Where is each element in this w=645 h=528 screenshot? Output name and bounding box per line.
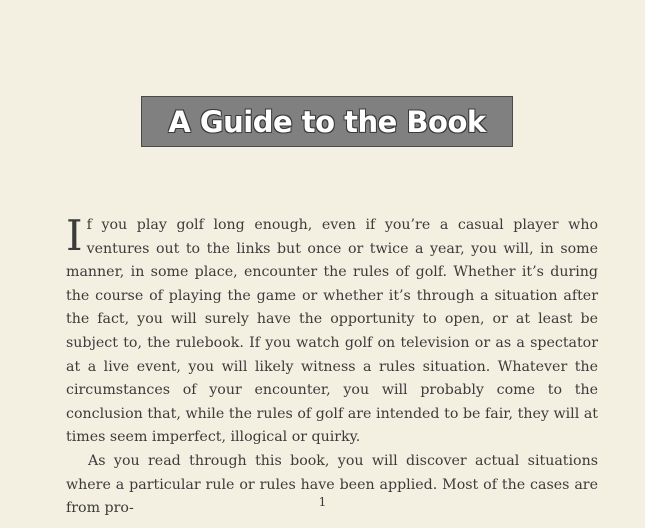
page-number: 1 xyxy=(318,495,327,509)
chapter-title-banner xyxy=(141,96,513,147)
chapter-title: A Guide to the Book xyxy=(168,104,486,139)
paragraph-1-text: f you play golf long enough, even if you’re a casual player who ventures out to the links but once or twice a year, you will, in some manner, in some place, encounter the rules of golf. Whether it’s during the course of playing the game or whether it’s through a situation after the fact, you will surely have the opportunity to open, or at least be subject to, the rulebook. If you watch golf on television or as a spectator at a live event, you will likely witness a rules situation. Whatever the circumstances of your encounter, you will probably come to the conclusion that, while the rules of golf are intended to be fair, they will at times seem imperfect, illogical or quirky. xyxy=(66,217,598,446)
drop-cap: I xyxy=(66,211,83,260)
body-text xyxy=(66,211,598,521)
paragraph-2: As you read through this book, you will discover actual situations where a particular rule or rules have been applied. Most of the cases are from pro- xyxy=(66,452,598,517)
paragraph-1 xyxy=(66,211,598,450)
